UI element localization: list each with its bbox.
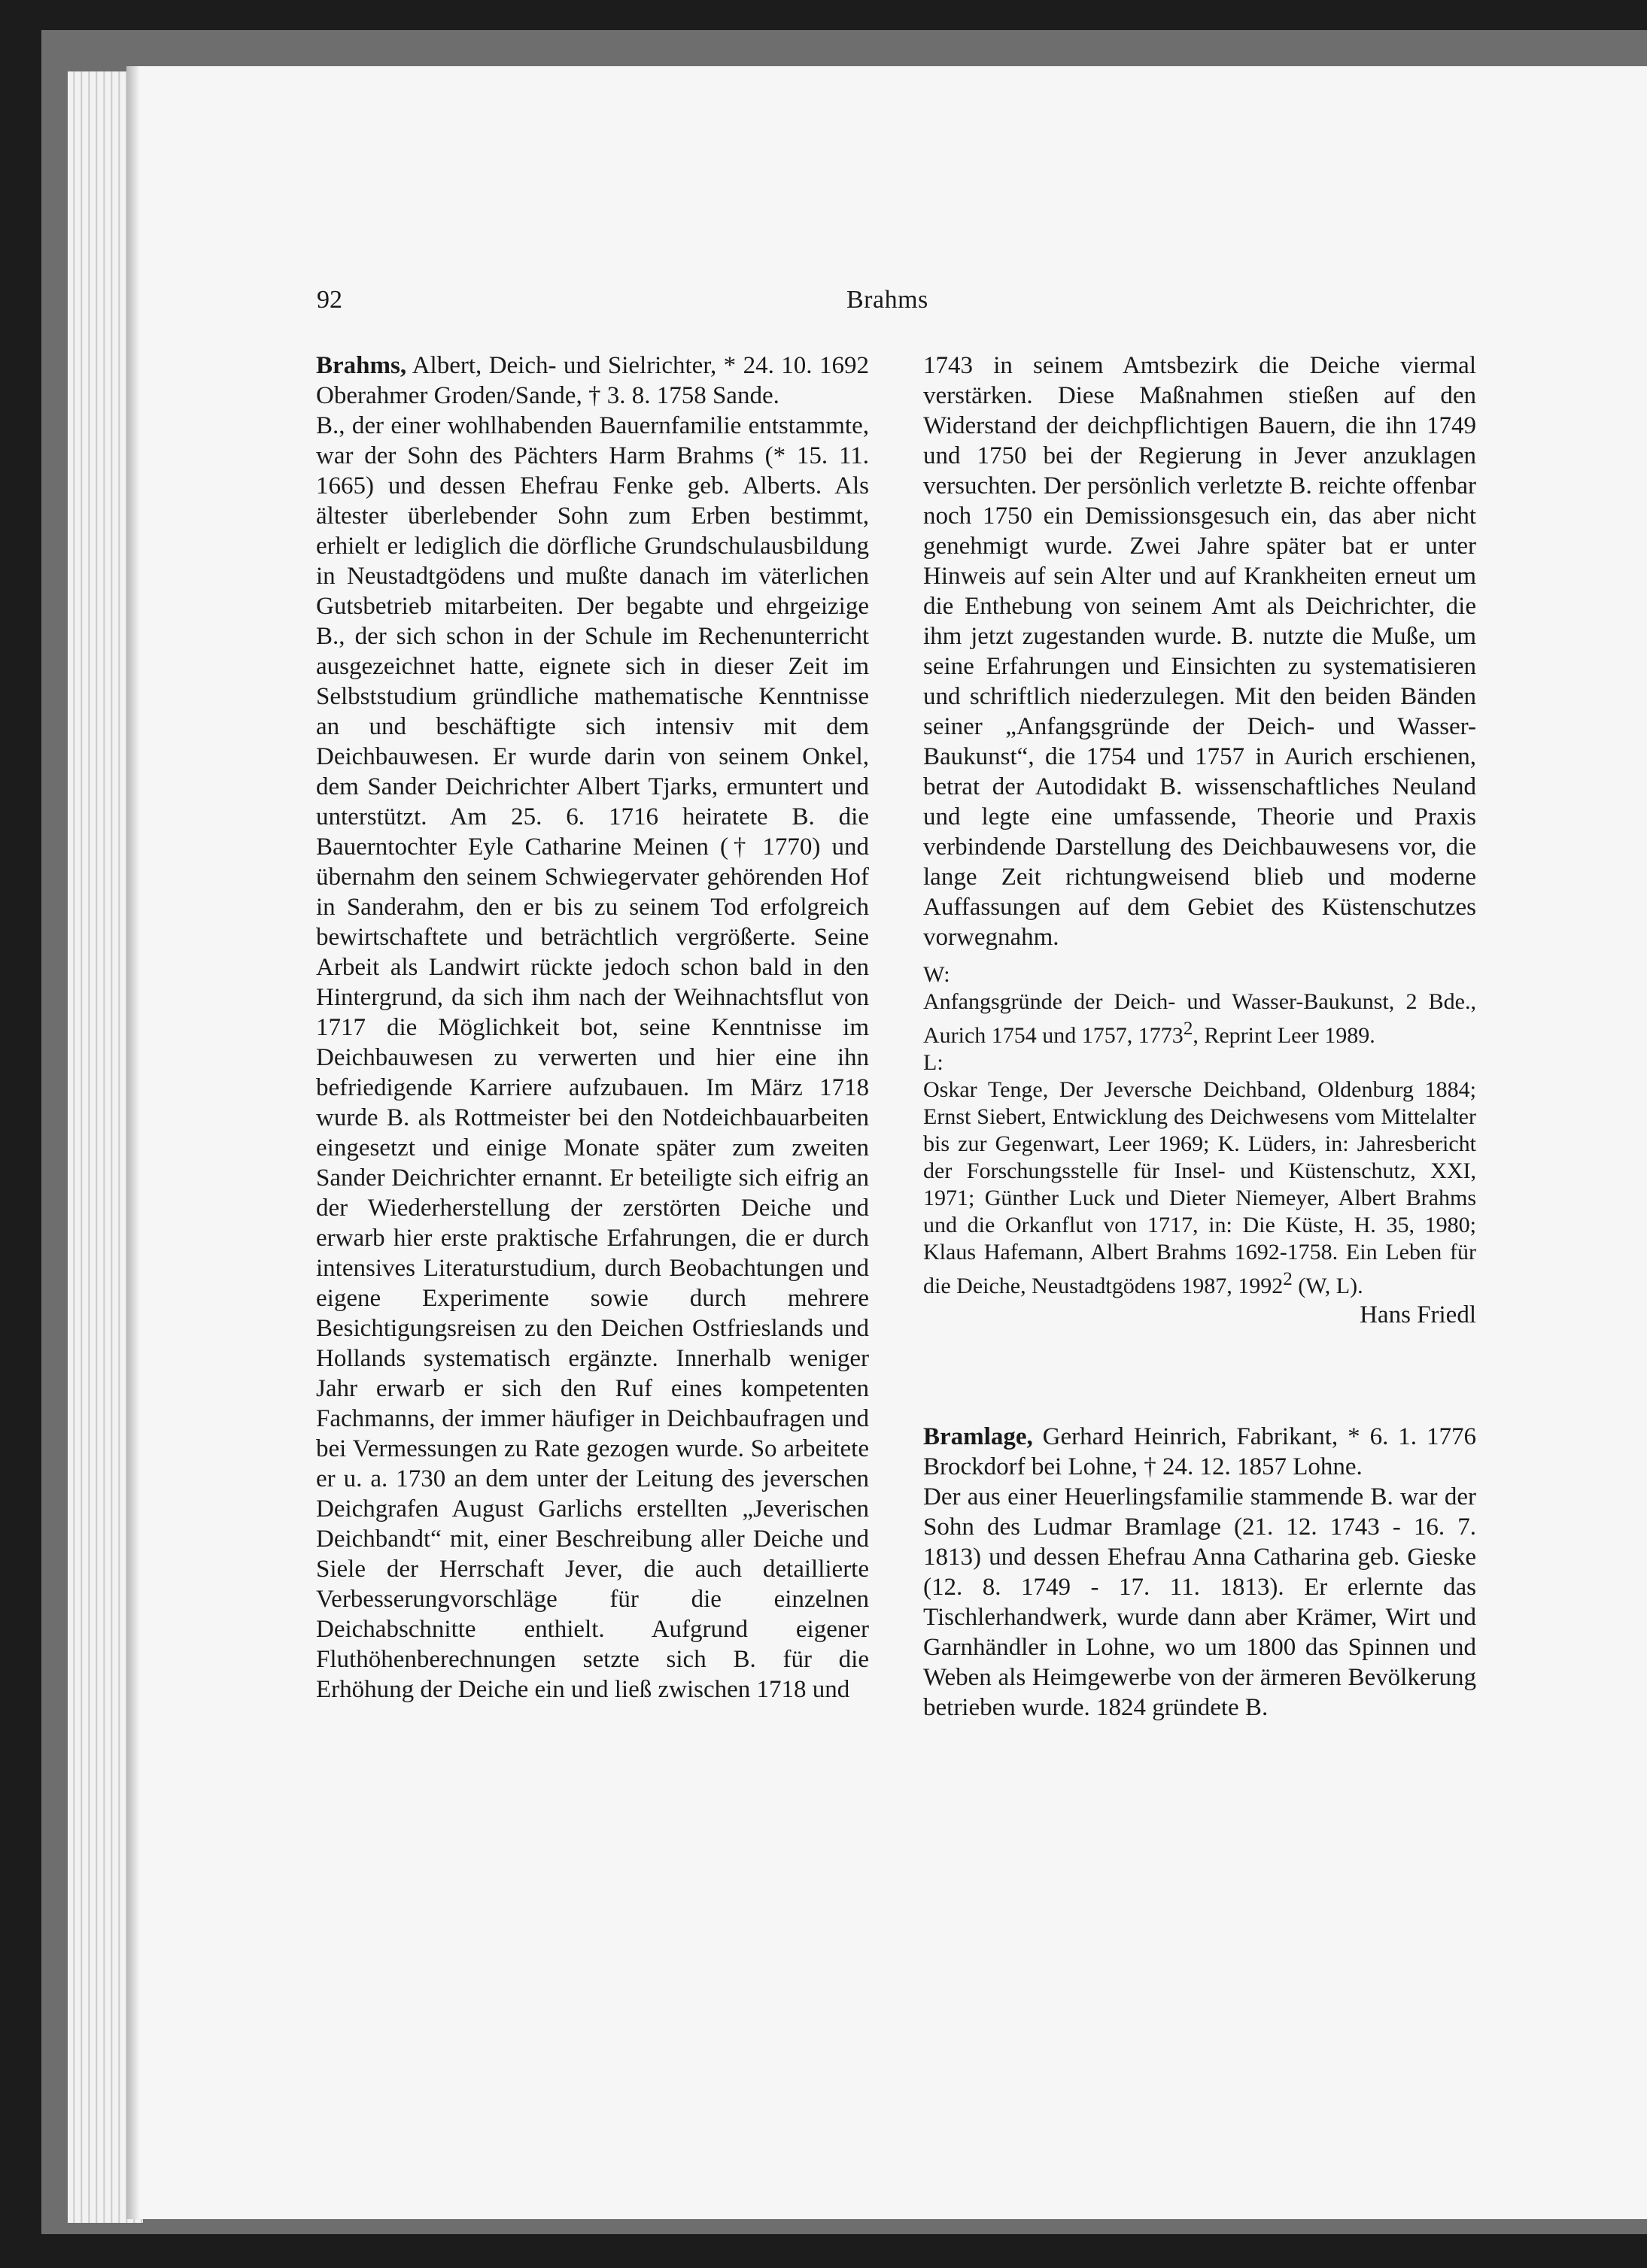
works-sup: 2 [1183, 1019, 1193, 1039]
entry-body-bramlage: Der aus einer Heuerlingsfamilie stammende B. war der Sohn des Ludmar Bramlage (21. 12. 1743 - 16. 7. 1813) und dessen Ehefrau Anna Catharina geb. Gieske (12. 8. 1749 - 17. 11. 1813). Er erlernte das Tischlerhandwerk, wurde dann aber Krämer, Wirt und Garnhändler in Lohne, wo um 1800 das Spinnen und Weben als Heimgewerbe von der ärmeren Bevölkerung betrieben wurde. 1824 gründete B. [923, 1483, 1476, 1721]
book-page [126, 66, 1647, 2219]
literature-label: L: [923, 1050, 944, 1075]
entry-heading-brahms [316, 351, 869, 411]
works-label: W: [923, 962, 950, 987]
literature-text [923, 1076, 1476, 1300]
literature-text-tail: (W, L). [1292, 1274, 1363, 1298]
lemma-brahms: Brahms, [316, 352, 407, 379]
works-text-tail: , Reprint Leer 1989. [1193, 1023, 1375, 1048]
entry-body-left: B., der einer wohlhabenden Bauernfamilie entstammte, war der Sohn des Pächters Harm Brahms (* 15. 11. 1665) und dessen Ehefrau Fenke geb. Alberts. Als ältester überlebender Sohn zum Erben bestimmt, erhielt er lediglich die dörfliche Grundschulausbildung in Neustadtgödens und mußte danach im väterlichen Gutsbetrieb mitarbeiten. Der begabte und ehrgeizige B., der sich schon in der Schule im Rechenunterricht ausgezeichnet hatte, eignete sich in dieser Zeit im Selbststudium gründliche mathematische Kenntnisse an und beschäftigte sich intensiv mit dem Deichbauwesen. Er wurde darin von seinem Onkel, dem Sander Deichrichter Albert Tjarks, ermuntert und unterstützt. Am 25. 6. 1716 heiratete B. die Bauerntochter Eyle Catharine Meinen († 1770) und übernahm den seinem Schwiegervater gehörenden Hof in Sanderahm, den er bis zu seinem Tod erfolgreich bewirtschaftete und beträchtlich vergrößerte. Seine Arbeit als Landwirt rückte jedoch schon bald in den Hintergrund, da sich ihm nach der Weihnachtsflut von 1717 die Möglichkeit bot, seine Kenntnisse im Deichbauwesen zu verwerten und hier eine ihn befriedigende Karriere aufzubauen. Im März 1718 wurde B. als Rottmeister bei den Notdeichbauarbeiten eingesetzt und einige Monate später zum zweiten Sander Deichrichter ernannt. Er beteiligte sich eifrig an der Wiederherstellung der zerstörten Deiche und erwarb hier erste praktische Erfahrungen, die er durch intensives Literaturstudium, durch Beobachtungen und eigene Experimente sowie durch mehrere Besichtigungsreisen zu den Deichen Ostfrieslands und Hollands systematisch ergänzte. Innerhalb weniger Jahr erwarb er sich den Ruf eines kompetenten Fachmanns, der immer häufiger in Deichbaufragen und bei Vermessungen zu Rate gezogen wurde. So arbeitete er u. a. 1730 an dem unter der Leitung des jeverschen Deichgrafen August Garlichs erstellten „Jeverischen Deichbandt“ mit, einer Beschreibung aller Deiche und Siele der Herrschaft Jever, die auch detaillierte Verbesserungvorschläge für die einzelnen Deichabschnitte enthielt. Aufgrund eigener Fluthöhenberechnungen setzte sich B. für die Erhöhung der Deiche ein und ließ zwischen 1718 und [316, 412, 869, 1703]
entry-heading-text-bramlage: Gerhard Heinrich, Fabrikant, * 6. 1. 1776 Brockdorf bei Lohne, † 24. 12. 1857 Lohne. [923, 1423, 1476, 1480]
entry-heading-text: Albert, Deich- und Sielrichter, * 24. 10. 1692 Oberahmer Groden/Sande, † 3. 8. 1758 Sande. [316, 352, 869, 409]
running-title: Brahms [846, 286, 928, 314]
entry-body-right: 1743 in seinem Amtsbezirk die Deiche viermal verstärken. Diese Maßnahmen stießen auf den Widerstand der deichpflichtigen Bauern, die ihn 1749 und 1750 bei der Regierung in Jever anzuklagen versuchten. Der persönlich verletzte B. reichte offenbar noch 1750 ein Demissionsgesuch ein, das aber nicht genehmigt wurde. Zwei Jahre später bat er unter Hinweis auf sein Alter und auf Krankheiten erneut um die Enthebung von seinem Amt als Deichrichter, die ihm jetzt zugestanden wurde. B. nutzte die Muße, um seine Erfahrungen und Einsichten zu systematisieren und schriftlich niederzulegen. Mit den beiden Bänden seiner „Anfangsgründe der Deich- und Wasser-Baukunst“, die 1754 und 1757 in Aurich erschienen, betrat der Autodidakt B. wissenschaftliches Neuland und legte eine umfassende, Theorie und Praxis verbindende Darstellung des Deichbauwesens vor, die lange Zeit richtungweisend blieb und moderne Auffassungen auf dem Gebiet des Küstenschutzes vorwegnahm. [923, 352, 1476, 951]
page-number: 92 [317, 286, 342, 314]
entry-spacer [923, 1330, 1476, 1422]
gutter-shadow [126, 66, 140, 2219]
author-signature: Hans Friedl [1360, 1301, 1476, 1328]
lemma-bramlage: Bramlage, [923, 1423, 1033, 1450]
literature-text-main: Oskar Tenge, Der Jeversche Deichband, Oldenburg 1884; Ernst Siebert, Entwicklung des Deichwesens vom Mittelalter bis zur Gegenwart, Leer 1969; K. Lüders, in: Jahresbericht der Forschungsstelle für Insel- und Küstenschutz, XXI, 1971; Günther Luck und Dieter Niemeyer, Albert Brahms und die Orkanflut von 1717, in: Die Küste, H. 35, 1980; Klaus Hafemann, Albert Brahms 1692-1758. Ein Leben für die Deiche, Neustadtgödens 1987, 1992 [923, 1077, 1476, 1298]
right-column [923, 351, 1476, 1723]
literature-sup: 2 [1283, 1269, 1293, 1289]
left-column [316, 351, 869, 1705]
works-text [923, 988, 1476, 1049]
entry-heading-bramlage [923, 1422, 1476, 1482]
works-text-main: Anfangsgründe der Deich- und Wasser-Baukunst, 2 Bde., Aurich 1754 und 1757, 1773 [923, 989, 1476, 1048]
